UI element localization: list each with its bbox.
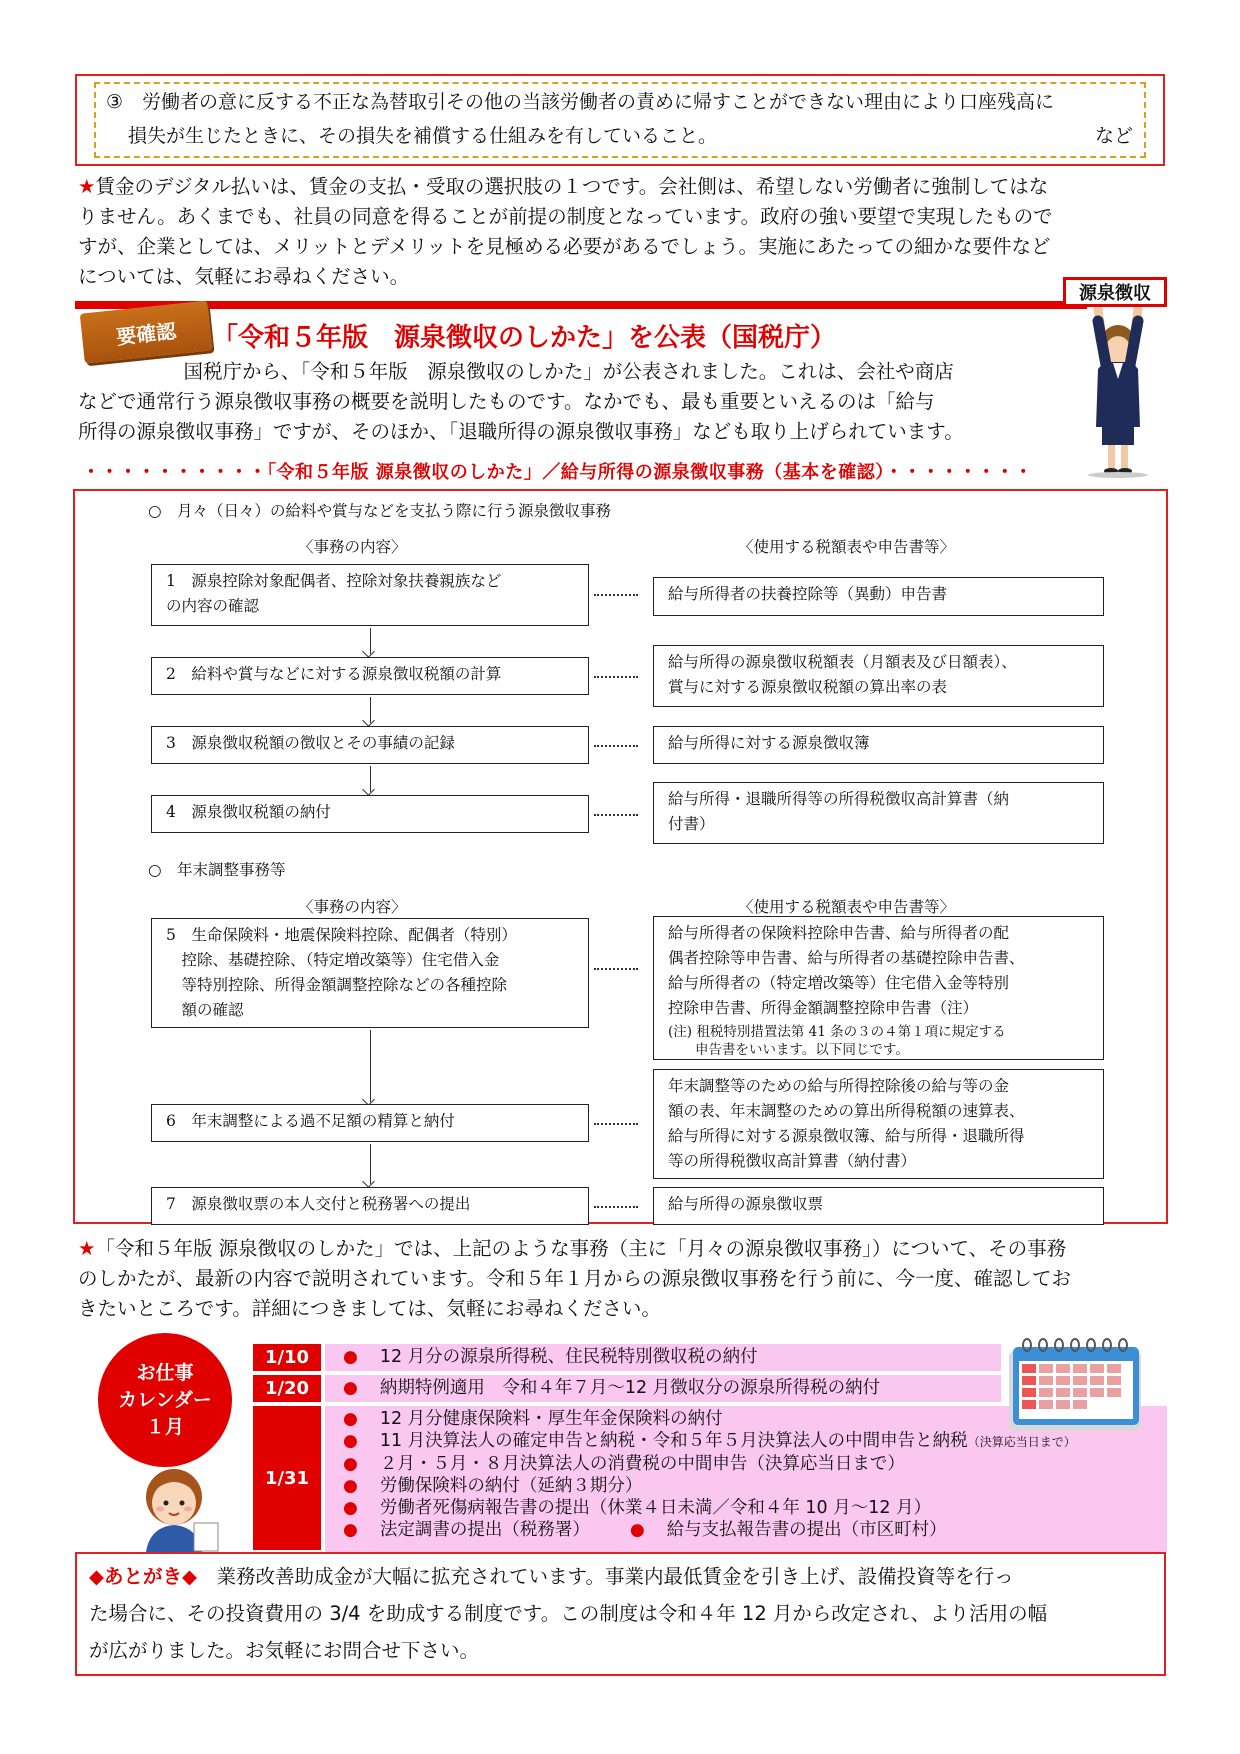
flow-step-5: 5 生命保険料・地震保険料控除、配偶者（特別） 控除、基礎控除、（特定増改築等）住宅借入金 等特別控除、所得金額調整控除などの各種控除 額の確認 (151, 918, 589, 1028)
condition-line-1: ③ 労働者の意に反する不正な為替取引その他の当該労働者の責めに帰すことができない理由により口座残高に (106, 91, 1055, 113)
connector (594, 1123, 638, 1125)
afterword-box: ◆あとがき◆ 業務改善助成金が大幅に拡充されています。事業内最低賃金を引き上げ、設備投資等を行っ た場合に、その投資費用の 3/4 を助成する制度です。この制度は令和４年 12 月から改定され、より活用の幅 が広がりました。お気軽にお問合せ下さい。 (75, 1552, 1166, 1676)
intro-paragraph: 国税庁から、「令和５年版 源泉徴収のしかた」が公表されました。これは、会社や商店 などで通常行う源泉徴収事務の概要を説明したものです。なかでも、最も重要といえるのは「給与 所得の源泉徴収事務」ですが、そのほか、「退職所得の源泉徴収事務」なども取り上げられています。 (78, 360, 964, 443)
date-1-31: 1/31 (253, 1406, 321, 1550)
date-1-20: 1/20 (253, 1375, 321, 1402)
afterword-title: ◆あとがき◆ (89, 1565, 197, 1588)
connector (594, 1206, 638, 1208)
col-left-header: 〈事務の内容〉 (298, 538, 407, 556)
connector (594, 745, 638, 747)
paragraph-withholding-note: ★「令和５年版 源泉徴収のしかた」では、上記のような事務（主に「月々の源泉徴収事務」）について、その事務 のしかたが、最新の内容で説明されています。令和５年１月からの源泉徴収事務を行う前に、今一度、確認してお きたいところです。詳細につきましては、気軽にお尋ねください。 (78, 1237, 1071, 1320)
flow-doc-1: 給与所得者の扶養控除等（異動）申告書 (653, 577, 1104, 616)
flow-doc-6: 年末調整等のための給与所得控除後の給与等の金 額の表、年末調整のための算出所得税額の速算表、 給与所得に対する源泉徴収簿、給与所得・退職所得 等の所得税徴収高計算書（納付書） (653, 1069, 1104, 1179)
connector (594, 814, 638, 816)
bullet-icon: ● (343, 1347, 358, 1367)
flow-note: 申告書をいいます。以下同じです。 (668, 1042, 909, 1058)
arrow-down-icon (370, 1030, 371, 1102)
col-right-header: 〈使用する税額表や申告書等〉 (738, 538, 956, 556)
office-worker-illustration (132, 1467, 222, 1552)
arrow-down-icon (370, 766, 371, 792)
flow-note: (注) 租税特別措置法第 41 条の３の４第１項に規定する (668, 1024, 1006, 1040)
flow-step-6: 6 年末調整による過不足額の精算と納付 (151, 1104, 589, 1142)
flow-step-7: 7 源泉徴収票の本人交付と税務署への提出 (151, 1187, 589, 1225)
arrow-down-icon (370, 1144, 371, 1184)
connector (594, 594, 638, 596)
flow-step-2: 2 給料や賞与などに対する源泉徴収税額の計算 (151, 657, 589, 695)
paragraph-digital-pay: ★賃金のデジタル払いは、賃金の支払・受取の選択肢の１つです。会社側は、希望しない労働者に強制してはな りません。あくまでも、社員の同意を得ることが前提の制度となっています。政府の強い要望で実現したもので すが、企業としては、メリットとデメリットを見極める必要があるでしょう。実施にあたっての細かな要件など については、気軽にお尋ねください。 (78, 175, 1053, 288)
flow-step-3: 3 源泉徴収税額の徴収とその事績の記録 (151, 726, 589, 764)
flow-doc-3: 給与所得に対する源泉徴収簿 (653, 726, 1104, 764)
flow-section-year-end: ○ 年末調整事務等 (148, 861, 286, 879)
date-1-10: 1/10 (253, 1344, 321, 1371)
bullet-icon: ● (343, 1378, 358, 1398)
calendar-row-1-10: ● 12 月分の源泉所得税、住民税特別徴収税の納付 (325, 1344, 1001, 1371)
star-icon: ★ (78, 1237, 96, 1260)
connector (594, 968, 638, 970)
flow-doc-5: 給与所得者の保険料控除申告書、給与所得者の配 偶者控除等申告書、給与所得者の基礎控除申告書、 給与所得者の（特定増改築等）住宅借入金等特別 控除申告書、所得金額調整控除申告書（注） (注) 租税特別措置法第 41 条の３の４第１項に規定する 申告書をいいます。以下同じです。 (653, 916, 1104, 1060)
flow-doc-4: 給与所得・退職所得等の所得税徴収高計算書（納 付書） (653, 782, 1104, 844)
col-right-header-2: 〈使用する税額表や申告書等〉 (738, 898, 956, 916)
calendar-row-1-31: ● 12 月分健康保険料・厚生年金保険料の納付 ● 11 月決算法人の確定申告と納税・令和５年５月決算法人の中間申告と納税（決算応当日まで） ● ２月・５月・８月決算法人の消費税の中間申告（決算応当日まで） ● 労働保険料の納付（延納３期分） ● 労働者死傷病報告書の提出（休業４日未満／令和４年 10 月～12 月） ● 法定調書の提出（税務署） ● 給与支払報告書の提出（市区町村） (325, 1406, 1167, 1552)
arrow-down-icon (370, 628, 371, 654)
section-divider (75, 301, 1087, 309)
col-left-header-2: 〈事務の内容〉 (298, 898, 407, 916)
calendar-icon (1005, 1337, 1145, 1433)
withholding-badge: 源泉徴収 (1063, 277, 1167, 307)
arrow-down-icon (370, 697, 371, 723)
flow-section-monthly: ○ 月々（日々）の給料や賞与などを支払う際に行う源泉徴収事務 (148, 502, 612, 520)
condition-etc: など (1095, 125, 1134, 147)
connector (594, 676, 638, 678)
star-icon: ★ (78, 175, 96, 198)
condition-line-2: 損失が生じたときに、その損失を補償する仕組みを有していること。 (128, 125, 718, 147)
flow-step-1: 1 源泉控除対象配偶者、控除対象扶養親族など の内容の確認 (151, 564, 589, 626)
flow-doc-7: 給与所得の源泉徴収票 (653, 1187, 1104, 1225)
flow-step-4: 4 源泉徴収税額の納付 (151, 795, 589, 833)
flow-subhead: ・・・・・・・・・・「令和５年版 源泉徴収のしかた」／給与所得の源泉徴収事務（基本を確認）・・・・・・・・ (82, 462, 1033, 483)
calendar-row-1-20: ● 納期特例適用 令和４年７月～12 月徴収分の源泉所得税の納付 (325, 1375, 1001, 1402)
headline: 「令和５年版 源泉徴収のしかた」を公表（国税庁） (212, 323, 837, 353)
work-calendar-badge: お仕事 カレンダー １月 (98, 1333, 232, 1467)
flow-doc-2: 給与所得の源泉徴収税額表（月額表及び日額表）、 賞与に対する源泉徴収税額の算出率の表 (653, 645, 1104, 707)
woman-holding-sign-illustration (1068, 307, 1168, 479)
confirm-tag: 要確認 (80, 300, 213, 363)
